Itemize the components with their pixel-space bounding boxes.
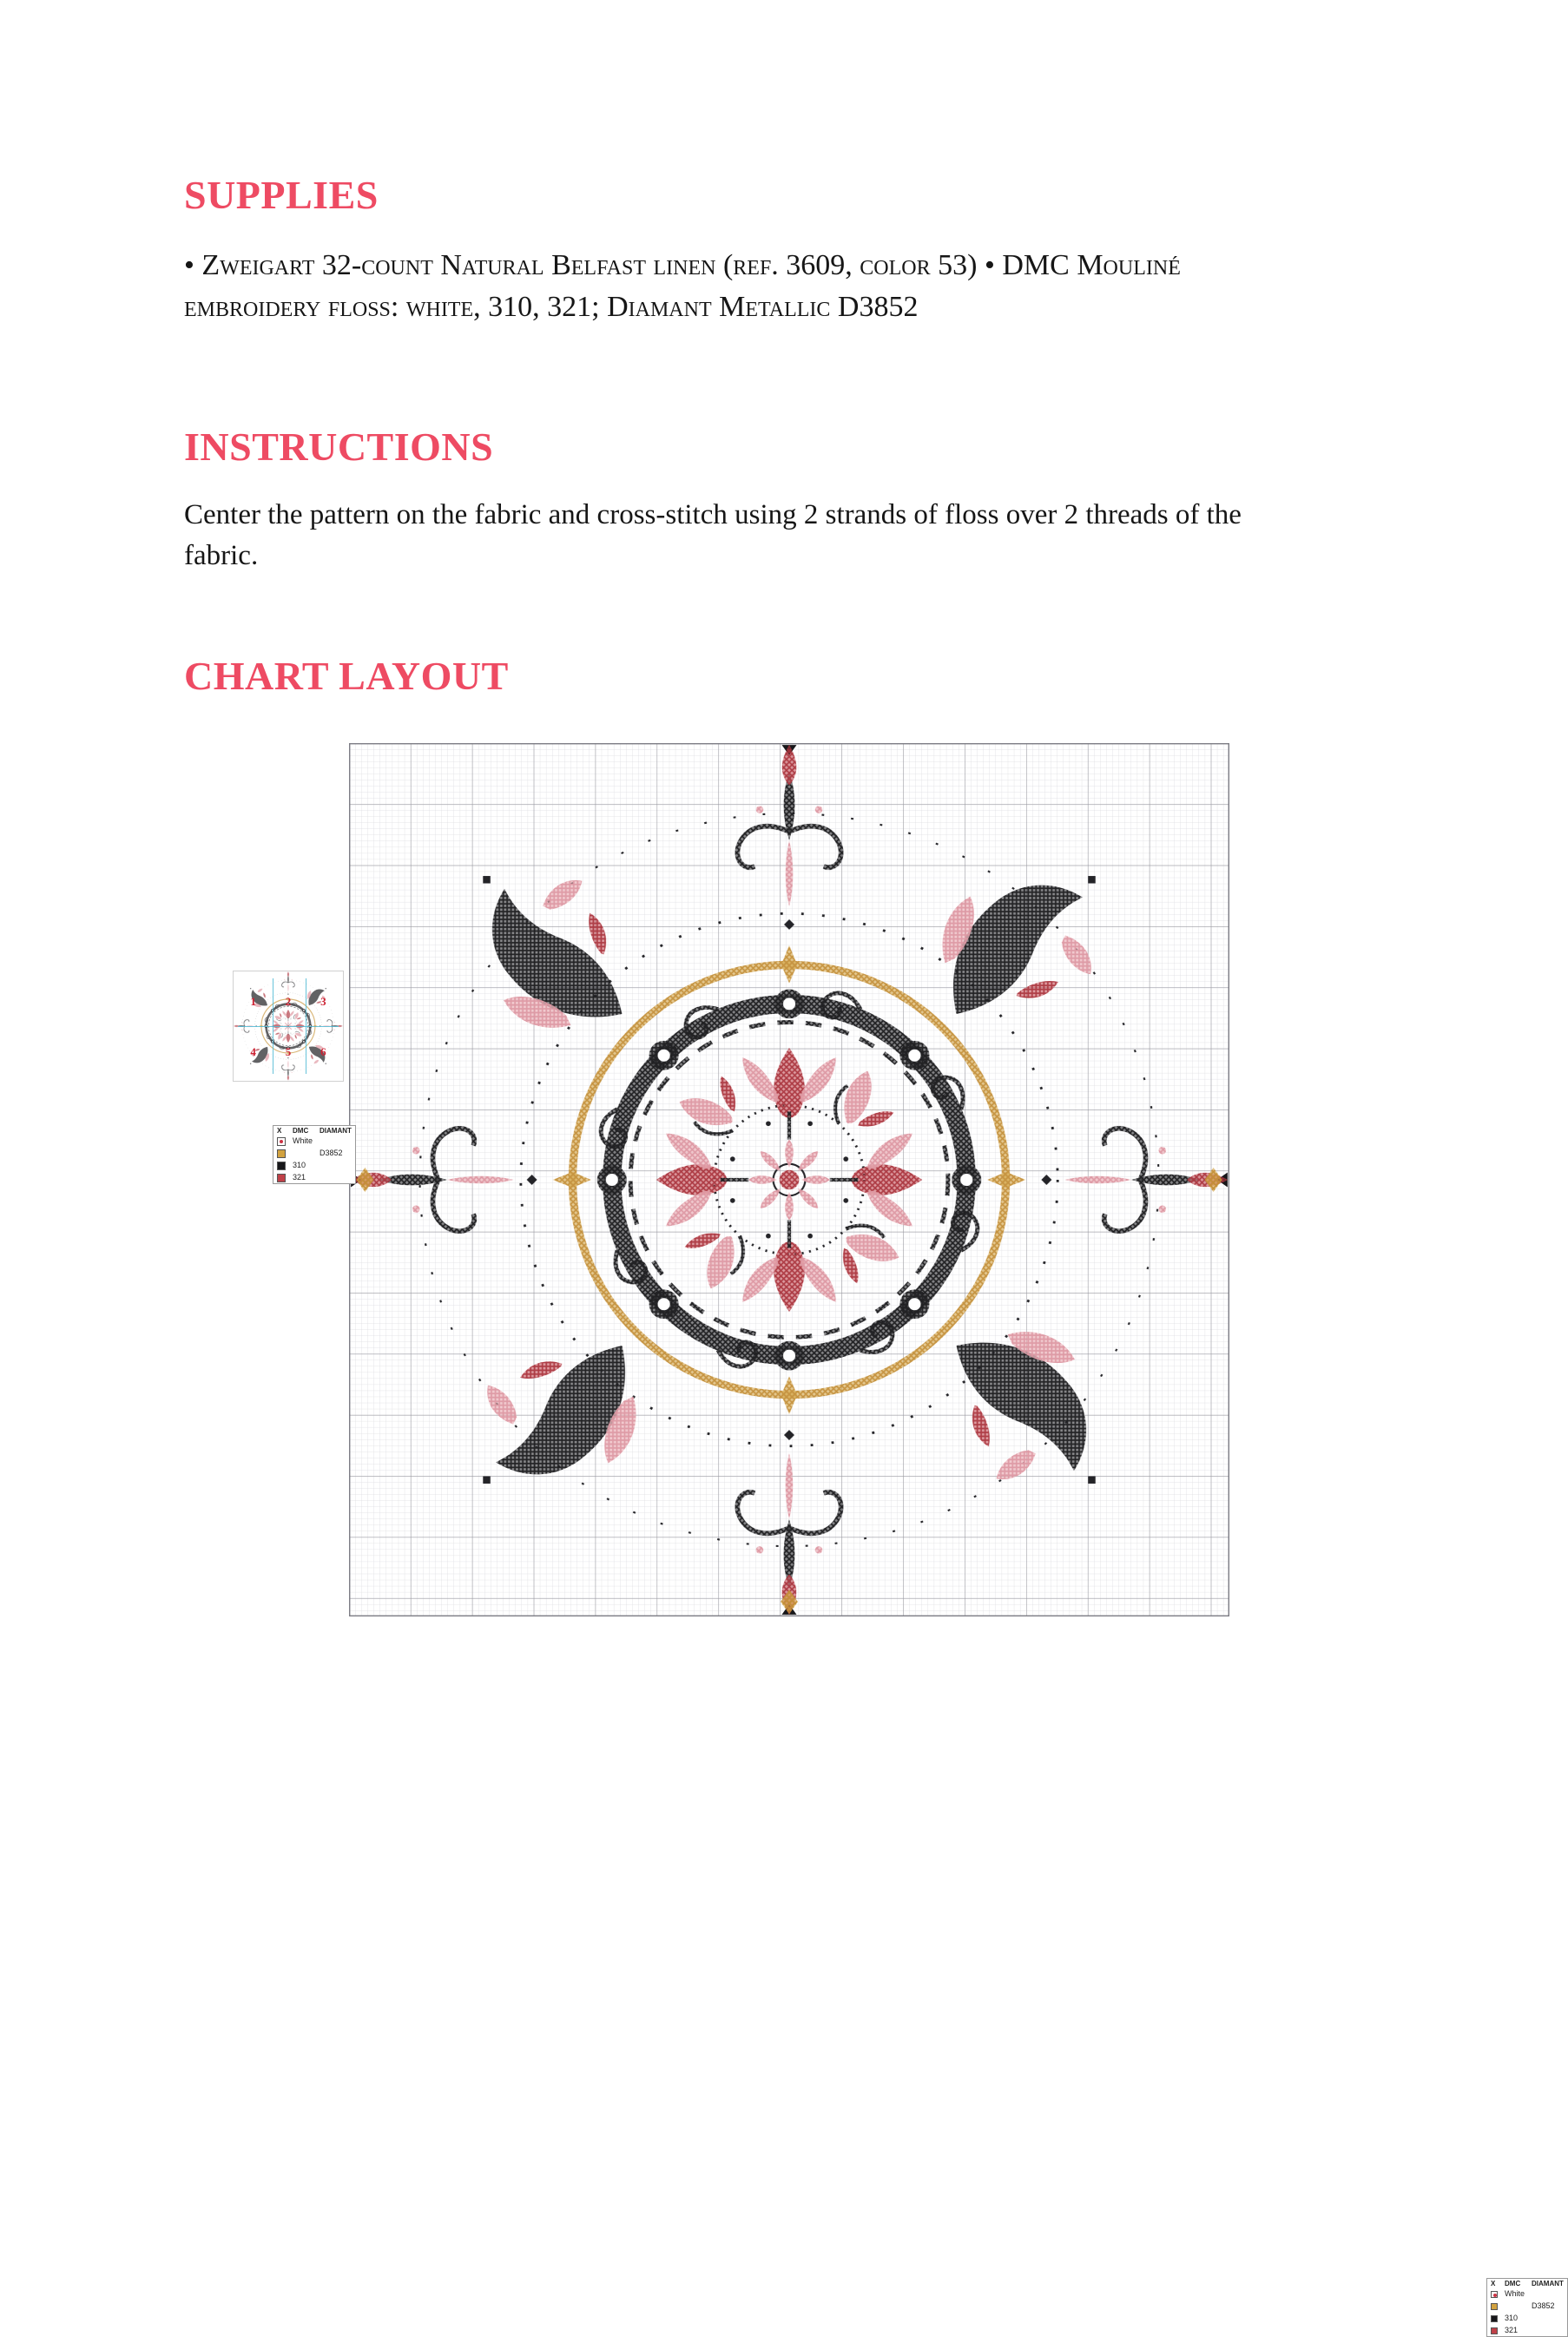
legend-dmc-value: White [293, 1136, 313, 1145]
supplies-heading: SUPPLIES [184, 173, 379, 217]
page-number: 5 [285, 1045, 292, 1059]
key-header-symbol: X [1491, 2280, 1496, 2288]
legend-row [1487, 2300, 1568, 2312]
page-number: 3 [320, 995, 326, 1009]
legend-diamant-value [1528, 2312, 1567, 2324]
page-map-thumbnail [233, 971, 344, 1082]
key-header-dmc: DMC [1505, 2280, 1521, 2288]
legend-row [273, 1159, 356, 1171]
legend-row [1487, 2288, 1568, 2300]
black-floss-symbol-icon [277, 1162, 286, 1170]
legend-dmc-value: White [1505, 2289, 1525, 2298]
legend-diamant-value: D3852 [320, 1149, 343, 1157]
black-floss-symbol-icon [1491, 2315, 1498, 2322]
page-number: 1 [250, 995, 256, 1009]
legend-diamant-value [1528, 2288, 1567, 2300]
key-header-diamant: DIAMANT [320, 1127, 352, 1135]
page-break-line [238, 1026, 339, 1027]
legend-row [1487, 2324, 1568, 2337]
legend-dmc-value: 310 [293, 1161, 306, 1169]
red-floss-symbol-icon [277, 1174, 286, 1182]
legend-diamant-value [316, 1159, 355, 1171]
white-floss-symbol-icon [1491, 2291, 1498, 2298]
chart-layout-heading: CHART LAYOUT [184, 654, 509, 698]
legend-row [273, 1135, 356, 1147]
legend-diamant-value [316, 1171, 355, 1184]
legend-diamant-value: D3852 [1532, 2301, 1555, 2310]
chart-area [349, 743, 1564, 2334]
instructions-text: Center the pattern on the fabric and cross-stitch using 2 strands of floss over 2 threads of the fabric. [184, 499, 1242, 571]
color-key-left [273, 1125, 356, 1184]
gold-metallic-symbol-icon [1491, 2303, 1498, 2310]
legend-dmc-value: 321 [293, 1173, 306, 1182]
legend-dmc-value: 310 [1505, 2314, 1519, 2322]
page-number: 2 [285, 995, 292, 1009]
cross-stitch-chart-image [349, 743, 1229, 1616]
legend-diamant-value [1528, 2324, 1567, 2337]
supplies-text: • Zweigart 32-count Natural Belfast linen (ref. 3609, color 53) • DMC Mouliné embroidery floss: white, 310, 321; Diamant Metallic D3852 [184, 249, 1181, 324]
legend-dmc-value [289, 1147, 316, 1159]
legend-row [1487, 2312, 1568, 2324]
legend-dmc-value [1501, 2300, 1528, 2312]
instructions-heading: INSTRUCTIONS [184, 425, 494, 469]
red-floss-symbol-icon [1491, 2327, 1498, 2334]
legend-diamant-value [316, 1135, 355, 1147]
key-header-diamant: DIAMANT [1532, 2280, 1564, 2288]
page-number: 6 [320, 1045, 326, 1059]
key-header-dmc: DMC [293, 1127, 309, 1135]
key-header-symbol: X [277, 1127, 282, 1135]
legend-row [273, 1147, 356, 1159]
color-key-in-chart [1486, 2278, 1568, 2337]
gold-metallic-symbol-icon [277, 1149, 286, 1158]
page-number: 4 [250, 1045, 256, 1059]
legend-dmc-value: 321 [1505, 2326, 1519, 2334]
white-floss-symbol-icon [277, 1137, 286, 1146]
legend-row [273, 1171, 356, 1184]
